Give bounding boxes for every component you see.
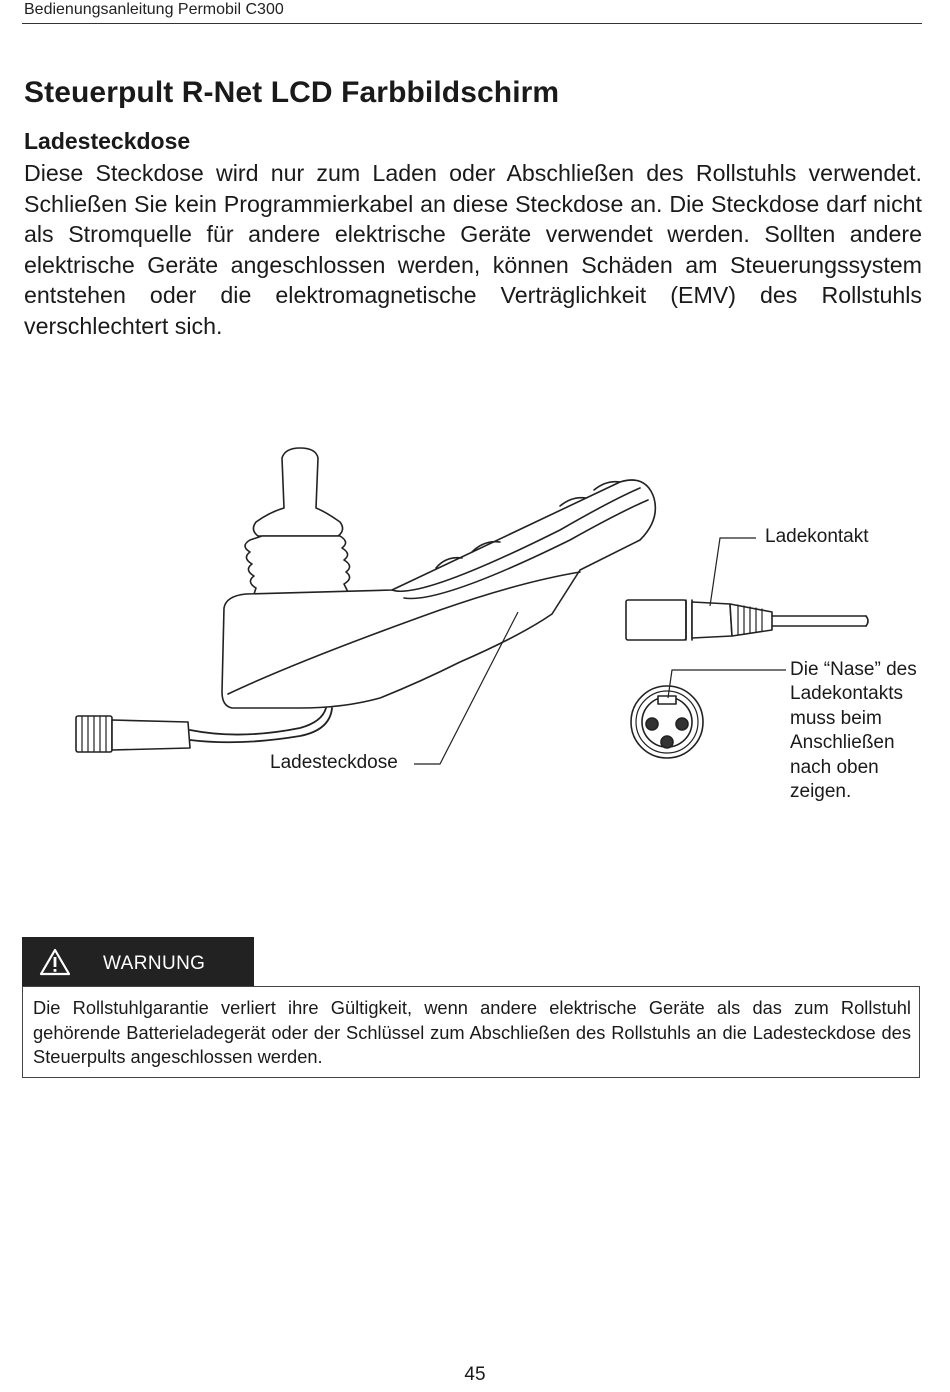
label-socket: Ladesteckdose: [270, 752, 398, 773]
joystick-bellows: [245, 536, 350, 600]
charge-plug: [626, 600, 686, 640]
connector-nose: [658, 696, 676, 704]
header-rule: [22, 23, 922, 24]
leader-charge-plug: [710, 538, 756, 606]
page-title: Steuerpult R-Net LCD Farbbildschirm: [24, 76, 560, 109]
warning-box: [22, 986, 920, 1078]
charge-cable: [190, 708, 326, 735]
label-charge-plug: Ladekontakt: [765, 526, 869, 547]
section-title: Ladesteckdose: [24, 128, 191, 154]
warning-text: Die Rollstuhlgarantie verliert ihre Gültigkeit, wenn andere elektrische Geräte als das zum Rollstuhl gehörende Batterieladegerät oder der Schlüssel zum Abschließen des Rollstuhls an die Ladesteckdose des Steuerpults angeschlossen werden.: [33, 997, 911, 1068]
label-nose-note: Die “Nase” des Ladekontakts muss beim Anschließen nach oben zeigen.: [790, 659, 917, 803]
joystick-knob: [253, 448, 342, 536]
running-header: Bedienungsanleitung Permobil C300: [24, 1, 284, 18]
warning-triangle-icon: [39, 948, 71, 976]
body-text: Diese Steckdose wird nur zum Laden oder Abschließen des Rollstuhls verwendet. Schließen Sie kein Programmierkabel an diese Steckdose an. Die Steckdose darf nicht als Stromquelle für andere elektrische Geräte verwendet werden. Sollten andere elektrische Geräte angeschlossen werden, können Schäden am Steuerungssystem entstehen oder die elektromagnetische Verträglichkeit (EMV) des Rollstuhls verschlechtert sich.: [24, 160, 922, 339]
page-number: 45: [464, 1364, 486, 1385]
warning-header: [22, 937, 254, 987]
warning-label: WARNUNG: [103, 953, 206, 974]
